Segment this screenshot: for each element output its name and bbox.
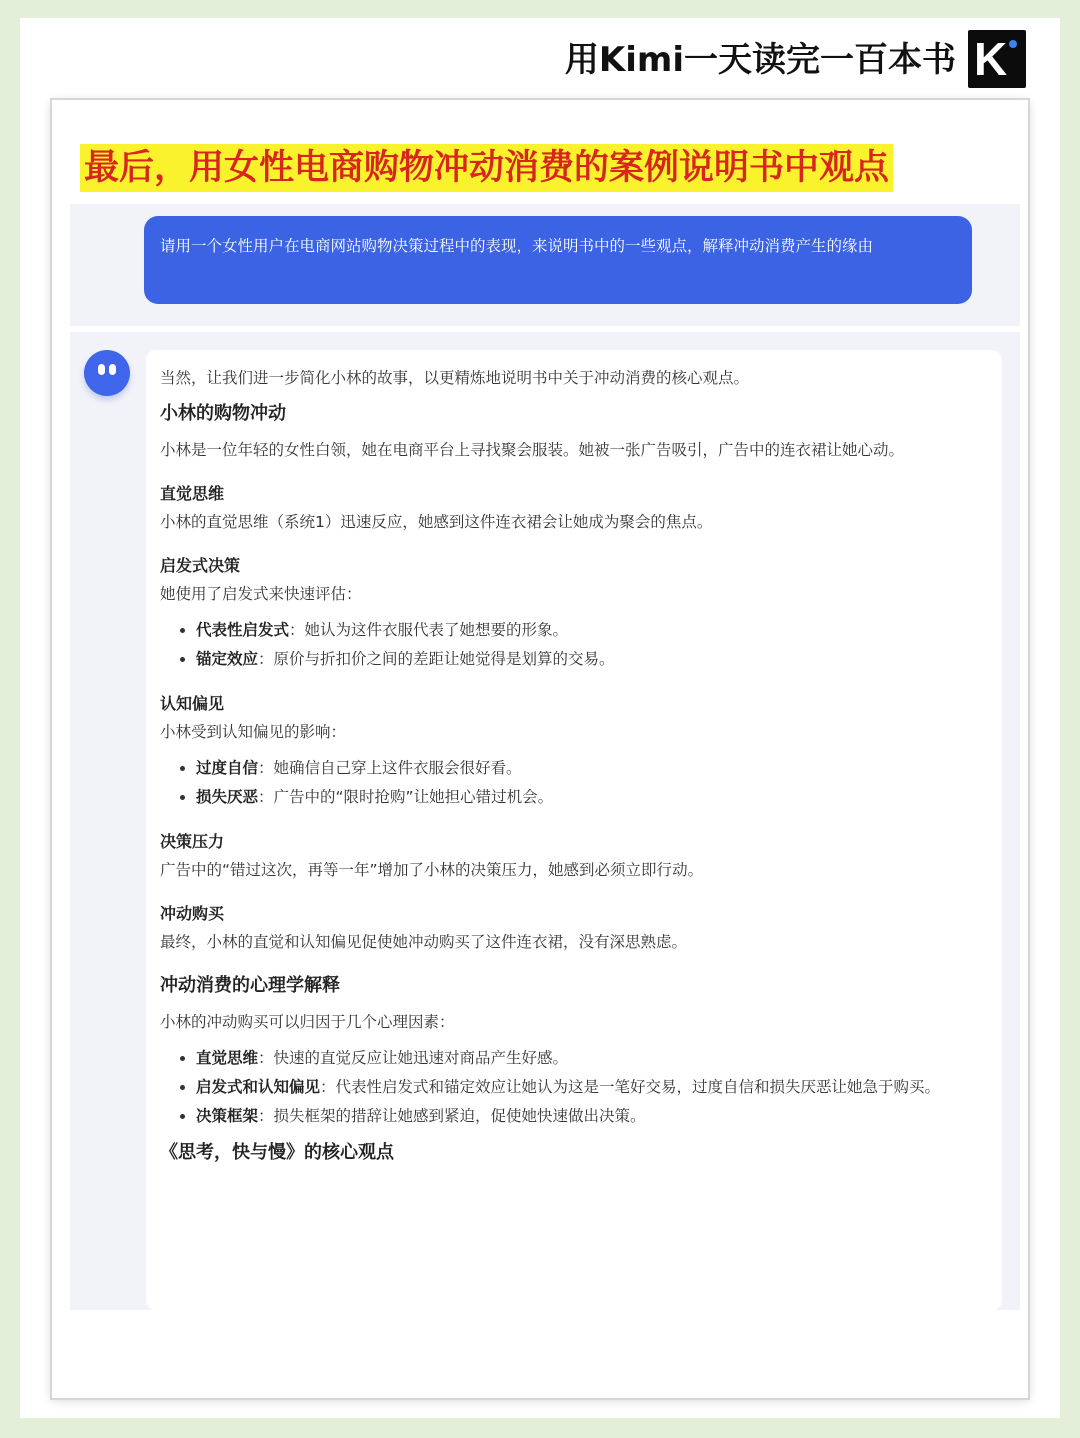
kimi-logo bbox=[968, 30, 1026, 88]
psychology-text: 小林的冲动购买可以归因于几个心理因素： bbox=[160, 1013, 455, 1031]
bias-heading: 认知偏见 bbox=[160, 694, 225, 713]
list-item-desc: ：代表性启发式和锚定效应让她认为这是一笔好交易，过度自信和损失厌恶让她急于购买。 bbox=[320, 1078, 941, 1096]
list-item-term: 代表性启发式 bbox=[196, 621, 290, 639]
assistant-message bbox=[146, 350, 1002, 1310]
list-item-term: 锚定效应 bbox=[196, 650, 259, 668]
chat-screenshot bbox=[52, 100, 1028, 1398]
list-item-desc: ：她认为这件衣服代表了她想要的形象。 bbox=[289, 621, 569, 639]
user-message-text: 请用一个女性用户在电商网站购物决策过程中的表现，来说明书中的一些观点，解释冲动消费产生的缘由 bbox=[160, 237, 874, 255]
list-item-term: 决策框架 bbox=[196, 1107, 259, 1125]
list-item-desc: ：她确信自己穿上这件衣服会很好看。 bbox=[258, 759, 522, 777]
list-item-desc: ：广告中的“限时抢购”让她担心错过机会。 bbox=[258, 788, 554, 806]
avatar-left-eye bbox=[98, 364, 105, 375]
list-item bbox=[196, 754, 986, 783]
kimi-avatar-icon bbox=[84, 350, 130, 396]
heuristic-text: 她使用了启发式来快速评估： bbox=[160, 585, 362, 603]
intuition-heading: 直觉思维 bbox=[160, 484, 225, 503]
list-item-desc: ：快速的直觉反应让她迅速对商品产生好感。 bbox=[258, 1049, 569, 1067]
logo-letter: K bbox=[974, 33, 1008, 85]
list-item-desc: ：原价与折扣价之间的差距让她觉得是划算的交易。 bbox=[258, 650, 615, 668]
list-item bbox=[196, 645, 986, 674]
logo-dot-icon bbox=[1009, 40, 1017, 48]
heuristic-list bbox=[160, 616, 986, 674]
headline: 最后，用女性电商购物冲动消费的案例说明书中观点 bbox=[80, 144, 893, 192]
list-item bbox=[196, 1102, 986, 1131]
list-item bbox=[196, 1044, 986, 1073]
book-heading: 《思考，快与慢》的核心观点 bbox=[160, 1142, 394, 1163]
impulse-text: 最终，小林的直觉和认知偏见促使她冲动购买了这件连衣裙，没有深思熟虑。 bbox=[160, 933, 688, 951]
list-item-term: 损失厌恶 bbox=[196, 788, 259, 806]
story-heading: 小林的购物冲动 bbox=[160, 403, 286, 424]
list-item bbox=[196, 616, 986, 645]
bias-text: 小林受到认知偏见的影响： bbox=[160, 723, 347, 741]
chat-area bbox=[70, 204, 1020, 1310]
banner-title: 用Kimi一天读完一百本书 bbox=[564, 40, 956, 80]
pressure-heading: 决策压力 bbox=[160, 832, 225, 851]
answer-intro: 当然，让我们进一步简化小林的故事，以更精炼地说明书中关于冲动消费的核心观点。 bbox=[160, 369, 750, 387]
list-item-term: 直觉思维 bbox=[196, 1049, 259, 1067]
user-message-bubble bbox=[144, 216, 972, 304]
avatar-right-eye bbox=[109, 364, 116, 375]
list-item bbox=[196, 783, 986, 812]
story-text: 小林是一位年轻的女性白领，她在电商平台上寻找聚会服装。她被一张广告吸引，广告中的连衣裙让她心动。 bbox=[160, 441, 905, 459]
list-item bbox=[196, 1073, 986, 1102]
list-item-desc: ：损失框架的措辞让她感到紧迫，促使她快速做出决策。 bbox=[258, 1107, 646, 1125]
heuristic-heading: 启发式决策 bbox=[160, 556, 241, 575]
list-item-term: 过度自信 bbox=[196, 759, 259, 777]
pressure-text: 广告中的“错过这次，再等一年”增加了小林的决策压力，她感到必须立即行动。 bbox=[160, 861, 704, 879]
intuition-text: 小林的直觉思维（系统1）迅速反应，她感到这件连衣裙会让她成为聚会的焦点。 bbox=[160, 513, 713, 531]
list-item-term: 启发式和认知偏见 bbox=[196, 1078, 321, 1096]
bias-list bbox=[160, 754, 986, 812]
impulse-heading: 冲动购买 bbox=[160, 904, 225, 923]
psychology-heading: 冲动消费的心理学解释 bbox=[160, 975, 340, 996]
psychology-list bbox=[160, 1044, 986, 1131]
message-divider bbox=[70, 326, 1020, 332]
